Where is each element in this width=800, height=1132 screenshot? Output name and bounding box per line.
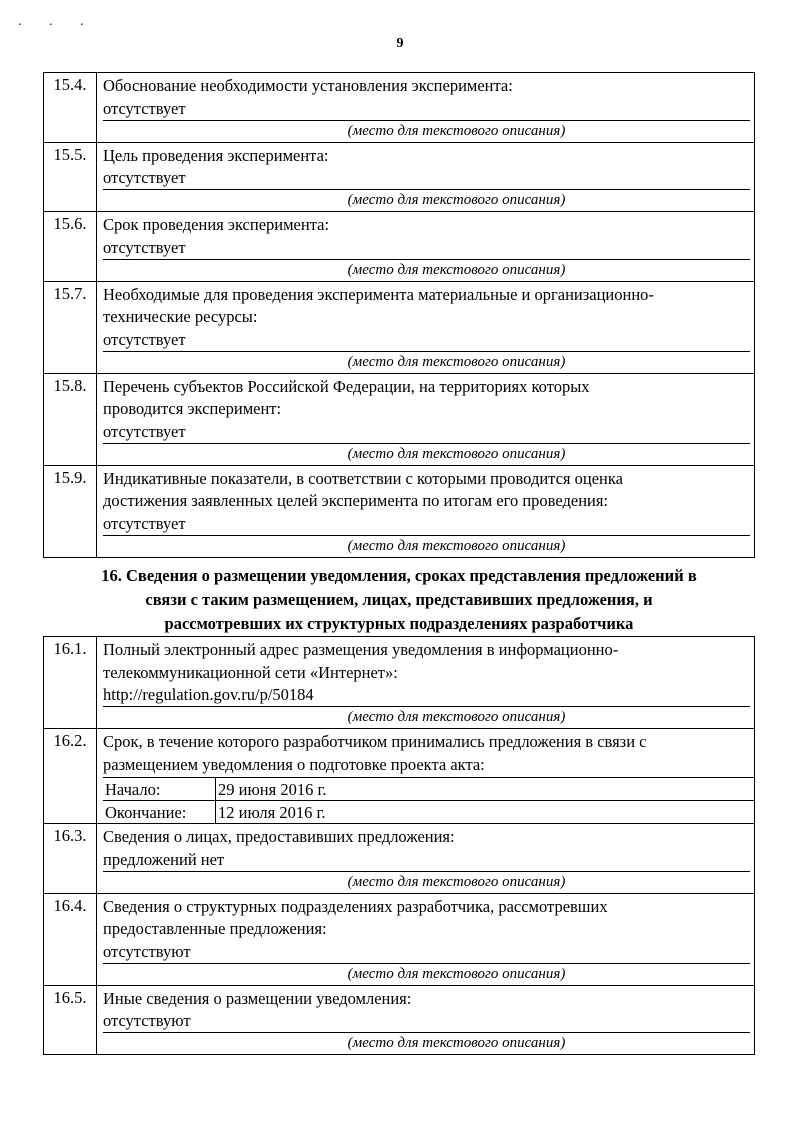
item-title-line-2: достижения заявленных целей эксперимента по итогам его проведения: [103, 491, 609, 510]
start-label: Начало: [103, 778, 216, 801]
item-number: 16.4. [44, 893, 97, 985]
item-answer: предложений нет [103, 849, 750, 872]
item-title-line-1: Срок, в течение которого разработчиком принимались предложения в связи с [103, 732, 647, 751]
item-answer: отсутствует [103, 98, 750, 121]
section-16-table [43, 636, 755, 1055]
item-title: Иные сведения о размещении уведомления: [103, 988, 412, 1008]
item-title: Обоснование необходимости установления эксперимента: [103, 76, 513, 95]
item-hint: (место для текстового описания) [347, 445, 566, 462]
item-title-line-1: Необходимые для проведения эксперимента материальные и организационно- [103, 284, 654, 304]
table-row [44, 637, 755, 729]
notice-url: http://regulation.gov.ru/p/50184 [103, 684, 750, 707]
item-number: 15.6. [44, 212, 97, 282]
dates-table [103, 777, 754, 823]
corner-marks: . . . [18, 14, 96, 29]
item-number: 15.9. [44, 465, 97, 557]
date-row-end [103, 801, 754, 824]
item-number: 16.5. [44, 985, 97, 1055]
item-hint: (место для текстового описания) [347, 873, 566, 890]
item-title-line-2: предоставленные предложения: [103, 919, 327, 938]
table-row [44, 985, 755, 1055]
item-title: Цель проведения эксперимента: [103, 145, 329, 165]
item-body [97, 373, 755, 465]
item-answer: отсутствуют [103, 1010, 750, 1033]
item-title-line-1: Сведения о структурных подразделениях разработчика, рассмотревших [103, 896, 608, 916]
item-title: Сведения о лицах, предоставивших предложения: [103, 827, 455, 846]
item-hint: (место для текстового описания) [347, 353, 566, 370]
item-number: 15.4. [44, 73, 97, 143]
section-15-table [43, 72, 755, 558]
item-hint: (место для текстового описания) [347, 709, 566, 725]
table-row [44, 893, 755, 985]
item-title: Срок проведения эксперимента: [103, 215, 330, 234]
start-date: 29 июня 2016 г. [216, 778, 755, 801]
item-hint: (место для текстового описания) [347, 122, 566, 139]
item-hint: (место для текстового описания) [347, 192, 566, 208]
item-hint: (место для текстового описания) [347, 965, 566, 982]
table-row [44, 281, 755, 373]
item-body [97, 824, 755, 894]
item-answer: отсутствует [103, 421, 750, 444]
item-answer: отсутствует [103, 513, 750, 536]
item-body [97, 893, 755, 985]
item-body [97, 465, 755, 557]
item-title-line-1: Перечень субъектов Российской Федерации, на территориях которых [103, 376, 590, 396]
date-row-start [103, 778, 754, 801]
item-body [97, 73, 755, 143]
end-label: Окончание: [103, 801, 216, 824]
item-title-line-1: Индикативные показатели, в соответствии с которыми проводится оценка [103, 468, 623, 488]
item-number: 15.7. [44, 281, 97, 373]
item-body [97, 729, 755, 824]
item-title-line-2: технические ресурсы: [103, 307, 258, 326]
item-body [97, 142, 755, 212]
table-row [44, 824, 755, 894]
item-answer: отсутствует [103, 167, 750, 190]
item-body [97, 985, 755, 1055]
item-body [97, 281, 755, 373]
item-number: 16.3. [44, 824, 97, 894]
end-date: 12 июля 2016 г. [216, 801, 755, 824]
item-body [97, 212, 755, 282]
table-row [44, 142, 755, 212]
item-number: 15.8. [44, 373, 97, 465]
table-row [44, 73, 755, 143]
item-number: 16.1. [44, 637, 97, 729]
item-number: 16.2. [44, 729, 97, 824]
page-number: 9 [396, 36, 404, 51]
table-row [44, 465, 755, 557]
table-row [44, 729, 755, 824]
item-title-line-2: проводится эксперимент: [103, 399, 282, 418]
heading-line-1: 16. Сведения о размещении уведомления, сроках представления предложений в [101, 566, 697, 585]
item-title-line-2: телекоммуникационной сети «Интернет»: [103, 662, 398, 682]
item-answer: отсутствует [103, 329, 750, 352]
item-title-line-2: размещением уведомления о подготовке проекта акта: [103, 754, 485, 774]
section-16-heading [43, 564, 755, 636]
item-hint: (место для текстового описания) [347, 1035, 566, 1051]
item-title-line-1: Полный электронный адрес размещения уведомления в информационно- [103, 640, 619, 659]
item-body [97, 637, 755, 729]
heading-line-2: связи с таким размещением, лицах, представивших предложения, и [145, 590, 653, 609]
heading-line-3: рассмотревших их структурных подразделениях разработчика [164, 614, 634, 633]
table-row [44, 373, 755, 465]
table-row [44, 212, 755, 282]
item-hint: (место для текстового описания) [347, 537, 566, 554]
item-hint: (место для текстового описания) [347, 261, 566, 278]
item-number: 15.5. [44, 142, 97, 212]
item-answer: отсутствует [103, 237, 750, 260]
item-answer: отсутствуют [103, 941, 750, 964]
